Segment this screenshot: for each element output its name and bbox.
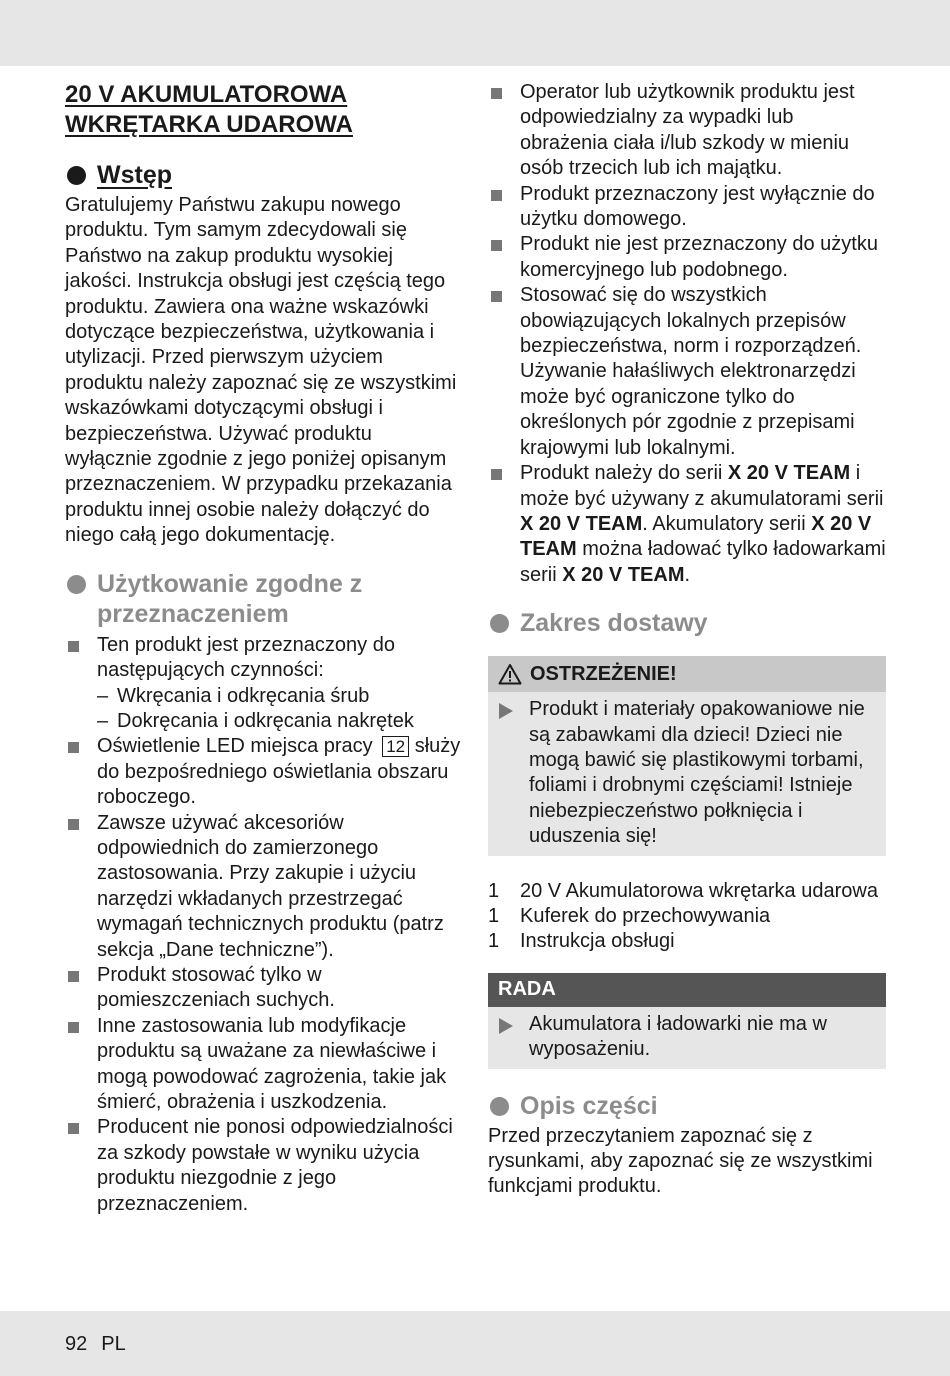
list-item-text: Zawsze używać akcesoriów odpowiednich do zamierzonego zastosowania. Przy zakupie i użyciu narzędzi wkładanych przestrzegać wymagań technicznych produktu (patrz sekcja „Dane techniczne”).	[97, 811, 444, 961]
list-item-text: Ten produkt jest przeznaczony do następujących czynności:	[97, 633, 395, 682]
list-item	[65, 811, 463, 963]
series-name: X 20 V TEAM	[520, 512, 872, 561]
arrow-right-icon	[499, 1018, 513, 1034]
intended-use-heading: Użytkowanie zgodne z przeznaczeniem	[97, 569, 363, 628]
sub-item-text: Dokręcania i odkręcania nakrętek	[117, 709, 414, 732]
list-item-text: służy do bezpośredniego oświetlania obszaru roboczego.	[97, 735, 461, 809]
section-heading-intro	[65, 160, 463, 190]
parts-heading: Opis części	[520, 1091, 658, 1120]
arrow-right-icon	[499, 703, 513, 719]
bullet-circle-icon	[67, 575, 86, 594]
list-item	[65, 633, 463, 735]
delivery-item	[488, 904, 886, 929]
intro-heading: Wstęp	[97, 161, 172, 189]
delivery-item	[488, 879, 886, 904]
list-item	[488, 232, 886, 283]
list-item	[65, 1014, 463, 1116]
responsibility-list	[488, 80, 886, 588]
warning-triangle-icon	[498, 663, 522, 685]
intro-paragraph: Gratulujemy Państwu zakupu nowego produktu. Tym samym zdecydowali się Państwo na zakup produktu wysokiej jakości. Instrukcja obsługi jest częścią tego produktu. Zawiera ona ważne wskazówki dotyczące bezpieczeństwa, użytkowania i utylizacji. Przed pierwszym użyciem produktu należy zapoznać się ze wszystkimi wskazówkami dotyczącymi obsługi i bezpieczeństwa. Używać produktu wyłącznie zgodnie z jego poniżej opisanym przeznaczeniem. W przypadku przekazania produktu innej osobie należy dołączyć do niego całą jego dokumentację.	[65, 194, 457, 547]
page-title	[65, 80, 463, 140]
tip-header	[488, 973, 886, 1007]
tip-label: RADA	[498, 978, 556, 1001]
list-item	[65, 734, 463, 810]
list-item-text: . Akumulatory serii	[642, 512, 806, 535]
warning-text: Produkt i materiały opakowaniowe nie są zabawkami dla dzieci! Dzieci nie mogą bawić się plastikowymi torbami, foliami i drobnymi częściami! Istnieje niebezpieczeństwo połknięcia i uduszenia się!	[529, 698, 865, 848]
item-quantity: 1	[488, 904, 500, 927]
list-item	[488, 182, 886, 233]
warning-header	[488, 656, 886, 692]
bullet-circle-icon	[490, 1097, 509, 1116]
sub-item: – Dokręcania i odkręcania nakrętek	[97, 709, 414, 732]
warning-box	[488, 656, 886, 855]
delivery-heading: Zakres dostawy	[520, 609, 708, 638]
warning-item	[488, 692, 886, 855]
part-reference-number: 12	[382, 736, 409, 757]
item-name: 20 V Akumulatorowa wkrętarka udarowa	[520, 879, 878, 902]
list-item-text: Produkt należy do serii	[520, 462, 723, 485]
title-line-1: 20 V AKUMULATOROWA	[65, 81, 348, 108]
delivery-list	[488, 879, 886, 955]
series-name: X 20 V TEAM	[520, 512, 643, 535]
bullet-circle-icon	[67, 166, 86, 185]
list-item-text: Oświetlenie LED miejsca pracy	[97, 735, 373, 758]
title-line-2: WKRĘTARKA UDAROWA	[65, 111, 353, 138]
tip-item	[488, 1007, 886, 1069]
square-bullet-icon	[68, 742, 79, 753]
square-bullet-icon	[491, 291, 502, 302]
square-bullet-icon	[491, 88, 502, 99]
list-item-text: .	[684, 563, 691, 586]
sub-item-text: Wkręcania i odkręcania śrub	[117, 684, 370, 707]
square-bullet-icon	[491, 190, 502, 201]
series-name: X 20 V TEAM	[727, 462, 851, 485]
square-bullet-icon	[68, 819, 79, 830]
item-quantity: 1	[488, 879, 500, 902]
square-bullet-icon	[491, 469, 502, 480]
list-item	[65, 1115, 463, 1217]
intended-use-list	[65, 633, 463, 1217]
list-item-text: Produkt nie jest przeznaczony do użytku komercyjnego lub podobnego.	[520, 233, 878, 281]
list-item-text: można ładować tylko ładowarkami serii	[520, 538, 886, 586]
series-name: X 20 V TEAM	[562, 563, 685, 586]
section-heading-parts	[488, 1091, 886, 1121]
top-band	[0, 0, 950, 66]
sub-item: – Wkręcania i odkręcania śrub	[97, 684, 370, 707]
list-item-text: Operator lub użytkownik produktu jest odpowiedzialny za wypadki lub obrażenia ciała i/lub szkody w mieniu osób trzecich lub ich majątku.	[520, 81, 855, 180]
page-number: 92	[65, 1333, 88, 1355]
language-code: PL	[101, 1333, 126, 1355]
list-item-text: Stosować się do wszystkich obowiązujących lokalnych przepisów bezpieczeństwa, norm i rozporządzeń. Używanie hałaśliwych elektronarzędzi może być ograniczone tylko do określonych pór zgodnie z przepisami krajowymi lub lokalnymi.	[520, 284, 862, 459]
left-column	[65, 80, 463, 1217]
list-item	[488, 283, 886, 461]
bullet-circle-icon	[490, 614, 509, 633]
list-item-text: Produkt przeznaczony jest wyłącznie do użytku domowego.	[520, 182, 875, 231]
section-heading-intended-use	[65, 569, 463, 629]
warning-label: OSTRZEŻENIE!	[530, 662, 677, 685]
list-item-text: Producent nie ponosi odpowiedzialności za szkody powstałe w wyniku użycia produktu niezgodnie z jego przeznaczeniem.	[97, 1116, 453, 1215]
square-bullet-icon	[68, 641, 79, 652]
item-name: Kuferek do przechowywania	[520, 904, 771, 927]
square-bullet-icon	[68, 971, 79, 982]
square-bullet-icon	[68, 1123, 79, 1134]
tip-text: Akumulatora i ładowarki nie ma w wyposażeniu.	[529, 1012, 827, 1061]
list-item	[488, 461, 886, 588]
list-item-text: Inne zastosowania lub modyfikacje produktu są uważane za niewłaściwe i mogą powodować zagrożenia, takie jak śmierć, obrażenia i uszkodzenia.	[97, 1014, 447, 1113]
square-bullet-icon	[68, 1022, 79, 1033]
right-column	[488, 80, 886, 1200]
square-bullet-icon	[491, 240, 502, 251]
delivery-item	[488, 929, 886, 954]
list-item-text: i może być używany z akumulatorami serii	[520, 462, 884, 510]
item-name: Instrukcja obsługi	[520, 930, 675, 953]
page-footer	[65, 1333, 140, 1356]
list-item	[65, 963, 463, 1014]
item-quantity: 1	[488, 930, 500, 953]
tip-box	[488, 973, 886, 1069]
list-item-text: Produkt stosować tylko w pomieszczeniach suchych.	[97, 963, 335, 1012]
parts-paragraph: Przed przeczytaniem zapoznać się z rysunkami, aby zapoznać się ze wszystkimi funkcjami produktu.	[488, 1124, 873, 1198]
section-heading-delivery	[488, 608, 886, 638]
footer-band	[0, 1311, 950, 1376]
list-item	[488, 80, 886, 182]
